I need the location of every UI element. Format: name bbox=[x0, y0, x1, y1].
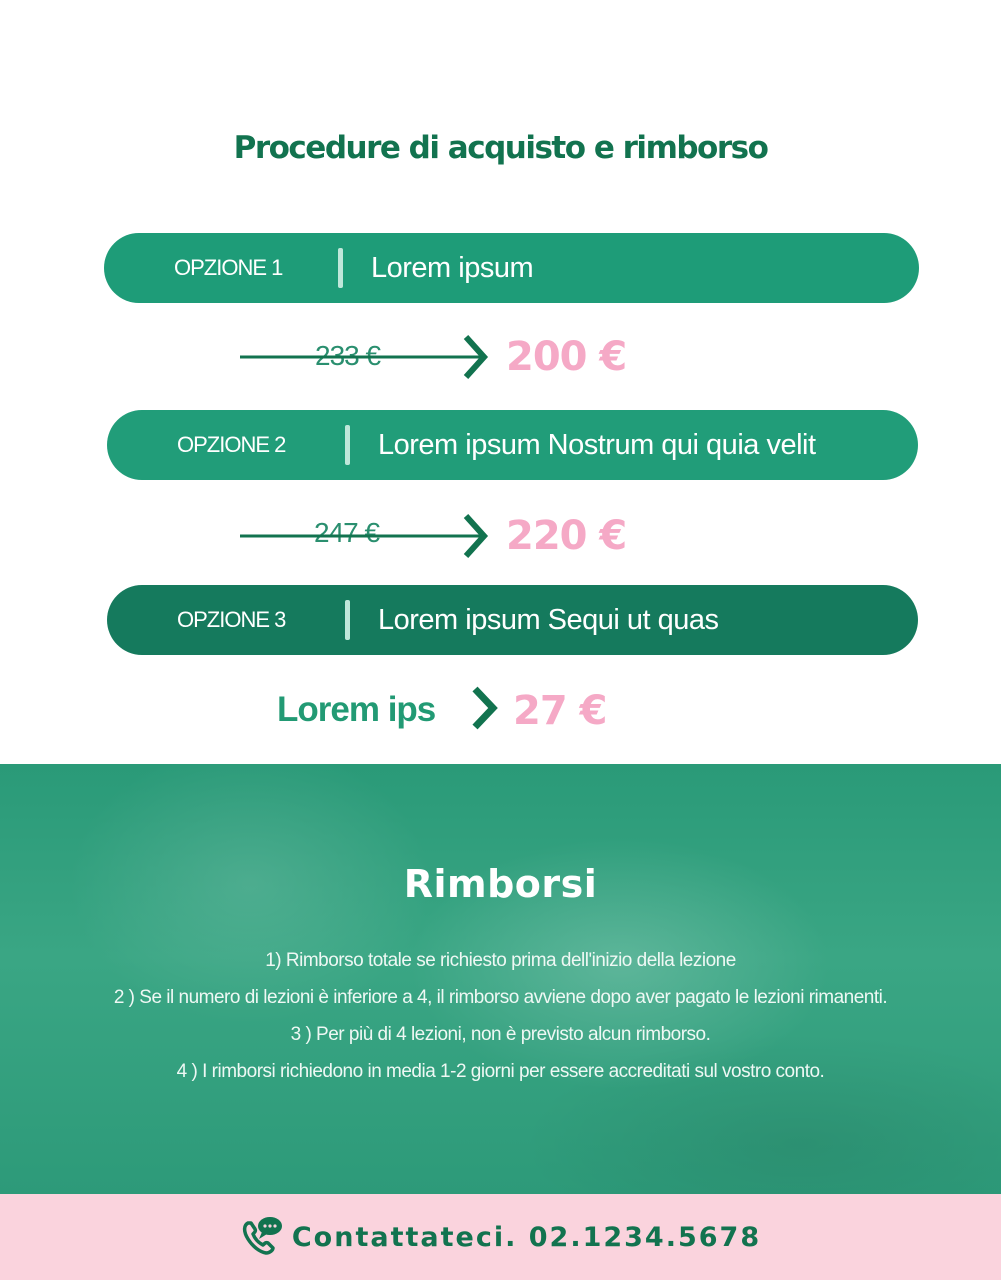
option-1-label: OPZIONE 1 bbox=[174, 255, 283, 280]
option-2-label: OPZIONE 2 bbox=[177, 432, 286, 457]
option-3-label: OPZIONE 3 bbox=[177, 607, 286, 632]
option-3-description: Lorem ipsum Sequi ut quas bbox=[378, 603, 719, 636]
option-2-old-price: 247 € bbox=[314, 517, 380, 548]
option-2-description: Lorem ipsum Nostrum qui quia velit bbox=[378, 428, 816, 461]
refund-rule: 4 ) I rimborsi richiedono in media 1-2 giorni per essere accreditati sul vostro conto. bbox=[176, 1061, 825, 1082]
option-3-new-price: 27 € bbox=[513, 688, 607, 734]
option-1-banner bbox=[104, 233, 919, 303]
option-1-new-price: 200 € bbox=[506, 334, 627, 380]
page-title: Procedure di acquisto e rimborso bbox=[233, 130, 768, 166]
refund-rule: 2 ) Se il numero di lezioni è inferiore a 4, il rimborso avviene dopo aver pagato le lezioni rimanenti. bbox=[113, 987, 888, 1008]
refunds-section bbox=[0, 764, 1001, 1194]
contact-phone[interactable]: Contattateci. 02.1234.5678 bbox=[291, 1221, 762, 1253]
option-2-new-price: 220 € bbox=[506, 513, 627, 559]
divider bbox=[345, 425, 350, 465]
footer bbox=[0, 1194, 1001, 1280]
divider bbox=[338, 248, 343, 288]
chevron-right-icon bbox=[470, 686, 500, 730]
divider bbox=[345, 600, 350, 640]
phone-chat-icon bbox=[240, 1215, 286, 1259]
option-2-banner bbox=[107, 410, 918, 480]
refund-rule: 3 ) Per più di 4 lezioni, non è previsto alcun rimborso. bbox=[290, 1024, 711, 1045]
refund-rules bbox=[0, 942, 1001, 1090]
option-3-alt-label: Lorem ips bbox=[277, 690, 436, 729]
option-1-description: Lorem ipsum bbox=[371, 251, 534, 284]
strike-arrow-icon bbox=[238, 511, 493, 561]
option-1-old-price: 233 € bbox=[315, 340, 381, 371]
option-3-banner bbox=[107, 585, 918, 655]
refund-rule: 1) Rimborso totale se richiesto prima dell'inizio della lezione bbox=[265, 950, 736, 971]
refunds-title: Rimborsi bbox=[403, 862, 598, 906]
strike-arrow-icon bbox=[238, 332, 493, 382]
